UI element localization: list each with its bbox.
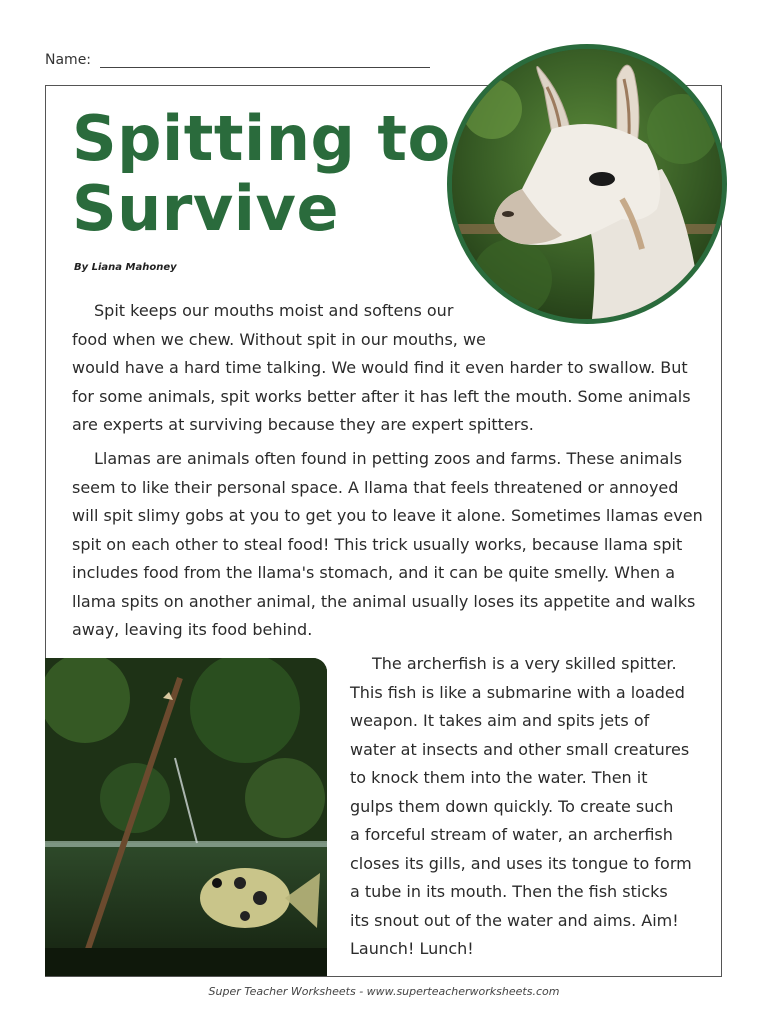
p2-line-1: Llamas are animals often found in petting zoos and farms. These animals bbox=[94, 449, 683, 468]
title-line-1: Spitting to bbox=[72, 102, 451, 175]
name-label: Name: bbox=[45, 52, 92, 68]
p3-line-11: Launch! Lunch! bbox=[350, 939, 474, 958]
p1-line-3: would have a hard time talking. We would find it even harder to swallow. But bbox=[72, 358, 688, 377]
p3-line-1: The archerfish is a very skilled spitter. bbox=[372, 654, 677, 673]
p2-line-5: includes food from the llama's stomach, and it can be quite smelly. When a bbox=[72, 563, 676, 582]
paragraph-2 bbox=[72, 445, 703, 645]
archerfish-photo bbox=[45, 658, 327, 976]
p1-line-5: are experts at surviving because they are expert spitters. bbox=[72, 415, 534, 434]
p3-line-3: weapon. It takes aim and spits jets of bbox=[350, 711, 650, 730]
name-field-line[interactable] bbox=[100, 67, 430, 68]
p2-line-3: will spit slimy gobs at you to get you to leave it alone. Sometimes llamas even bbox=[72, 506, 703, 525]
llama-photo bbox=[447, 44, 727, 324]
p3-line-7: a forceful stream of water, an archerfish bbox=[350, 825, 673, 844]
paragraph-1 bbox=[72, 297, 691, 440]
p2-line-7: away, leaving its food behind. bbox=[72, 620, 313, 639]
p3-line-8: closes its gills, and uses its tongue to form bbox=[350, 853, 692, 873]
p1-line-4: for some animals, spit works better after it has left the mouth. Some animals bbox=[72, 386, 691, 406]
paragraph-3 bbox=[350, 650, 692, 964]
p3-line-5: to knock them into the water. Then it bbox=[350, 768, 648, 787]
article-title bbox=[72, 104, 451, 244]
p3-line-2: This fish is like a submarine with a loaded bbox=[350, 682, 685, 702]
p2-line-6: llama spits on another animal, the animal usually loses its appetite and walks bbox=[72, 591, 696, 611]
p2-line-4: spit on each other to steal food! This trick usually works, because llama spit bbox=[72, 534, 683, 554]
p3-line-9: a tube in its mouth. Then the fish sticks bbox=[350, 882, 668, 901]
p1-line-1: Spit keeps our mouths moist and softens our bbox=[94, 301, 454, 320]
p3-line-10: its snout out of the water and aims. Aim! bbox=[350, 910, 679, 930]
p3-line-4: water at insects and other small creatures bbox=[350, 739, 690, 759]
title-line-2: Survive bbox=[72, 172, 339, 245]
p1-line-2: food when we chew. Without spit in our mouths, we bbox=[72, 329, 486, 349]
p3-line-6: gulps them down quickly. To create such bbox=[350, 796, 674, 816]
footer-credit: Super Teacher Worksheets - www.superteacherworksheets.com bbox=[208, 985, 560, 998]
byline: By Liana Mahoney bbox=[74, 262, 177, 273]
p2-line-2: seem to like their personal space. A llama that feels threatened or annoyed bbox=[72, 477, 679, 497]
